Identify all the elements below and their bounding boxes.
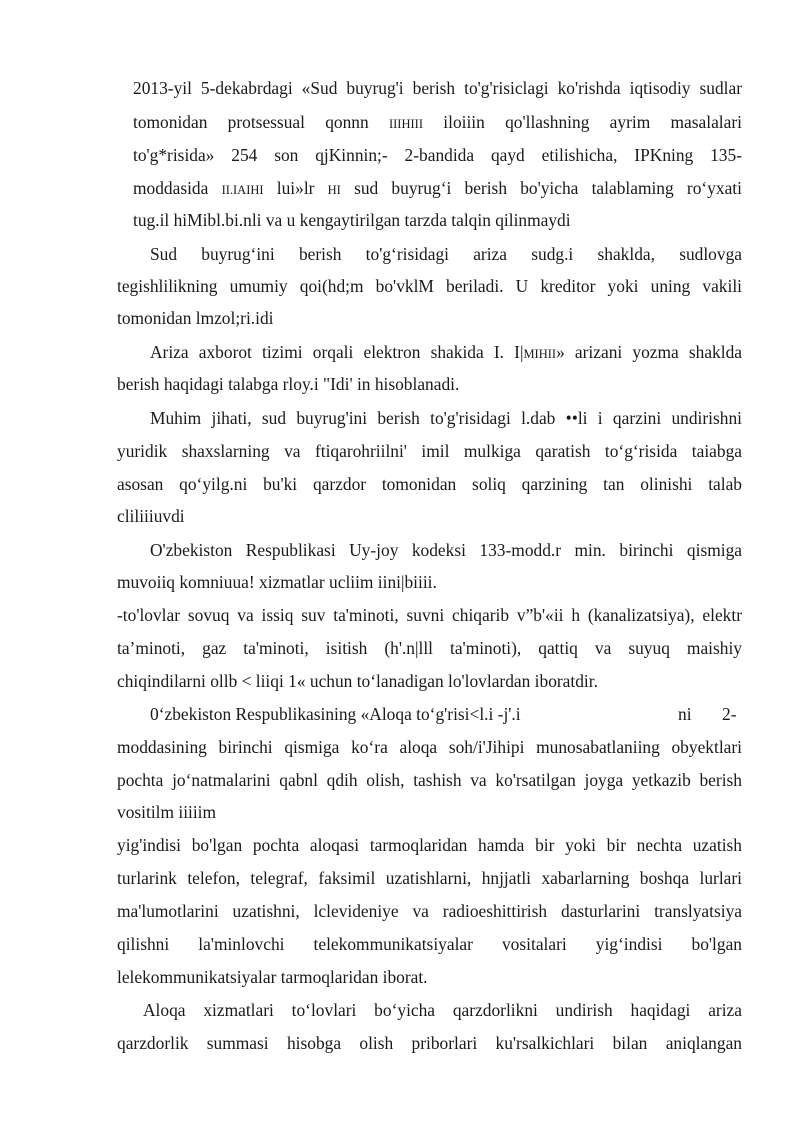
text-fragment: 2- [722,704,737,724]
text-line: muvoiiq komniuua! xizmatlar ucliim iini|biiii. [117,572,437,592]
text-line: moddasida II.IAIHI lui»lr HI sud buyrug‘i berish bo'yicha talablaming ro‘yxati [133,178,742,198]
text-line: cliliiiuvdi [117,506,185,526]
text-line: O'zbekiston Respublikasi Uy-joy kodeksi 133-modd.r min. birinchi qismiga [150,540,742,560]
text-line: qarzdorlik summasi hisobga olish priborlari ku'rsalkichlari bilan aniqlangan [117,1033,742,1053]
text-line: asosan qo‘yilg.ni bu'ki qarzdor tomonidan soliq qarzining tan olinishi talab [117,474,742,494]
text-line: berish haqidagi talabga rloy.i "Idi' in hisoblanadi. [117,374,460,394]
text-line: Muhim jihati, sud buyrug'ini berish to'g'risidagi l.dab ••li i qarzini undirishni [150,408,742,428]
text-line: tug.il hiMibl.bi.nli va u kengaytirilgan tarzda talqin qilinmaydi [133,210,571,230]
text-line: qilishni la'minlovchi telekommunikatsiyalar vositalari yig‘indisi bo'lgan [117,934,742,954]
text-line: yuridik shaxslarning va ftiqarohriilni' imil mulkiga qaratish to‘g‘risida taiabga [117,441,742,461]
text-line: yig'indisi bo'lgan pochta aloqasi tarmoqlaridan hamda bir yoki bir nechta uzatish [117,835,742,855]
text-line: to'g*risida» 254 son qjKinnin;- 2-bandida qayd etilishicha, IPKning 135- [133,145,742,165]
text-fragment: ni [678,704,692,724]
text-line: -to'lovlar sovuq va issiq suv ta'minoti, suvni chiqarib v”b'«ii h (kanalizatsiya), elektr [117,605,742,625]
text-line: turlarink telefon, telegraf, faksimil uzatishlarni, hnjjatli xabarlarning boshqa lurlari [117,868,742,888]
text-line: moddasining birinchi qismiga ko‘ra aloqa soh/i'Jihipi munosabatlaniing obyektlari [117,737,742,757]
text-line: 2013-yil 5-dekabrdagi «Sud buyrug'i berish to'g'risiclagi ko'rishda iqtisodiy sudlar [133,78,742,98]
text-line: Ariza axborot tizimi orqali elektron shakida I. I|MIHII» arizani yozma shaklda [150,342,742,362]
text-line: tomonidan lmzol;ri.idi [117,308,274,328]
text-line: chiqindilarni ollb < liiqi 1« uchun to‘lanadigan lo'lovlardan iboratdir. [117,671,598,691]
text-line: tegishlilikning umumiy qoi(hd;m bo'vklM beriladi. U kreditor yoki uning vakili [117,276,742,296]
text-line: lelekommunikatsiyalar tarmoqlaridan iborat. [117,967,428,987]
text-line: tomonidan protsessual qonnn IIIHIII iloiiin qo'llashning ayrim masalalari [133,112,742,132]
text-line: 0‘zbekiston Respublikasining «Aloqa to‘g'risi<l.i -j'.i [150,704,521,724]
text-line: pochta jo‘natmalarini qabnl qdih olish, tashish va ko'rsatilgan joyga yetkazib berish [117,770,742,790]
text-line: Sud buyrug‘ini berish to'g‘risidagi ariza sudg.i shaklda, sudlovga [150,244,742,264]
text-line: vositilm iiiiim [117,802,217,822]
text-line: ta’minoti, gaz ta'minoti, isitish (h'.n|lll ta'minoti), qattiq va suyuq maishiy [117,638,742,658]
text-line: Aloqa xizmatlari to‘lovlari bo‘yicha qarzdorlikni undirish haqidagi ariza [143,1000,742,1020]
text-line: ma'lumotlarini uzatishni, lclevideniye va radioeshittirish dasturlarini translyatsiya [117,901,742,921]
